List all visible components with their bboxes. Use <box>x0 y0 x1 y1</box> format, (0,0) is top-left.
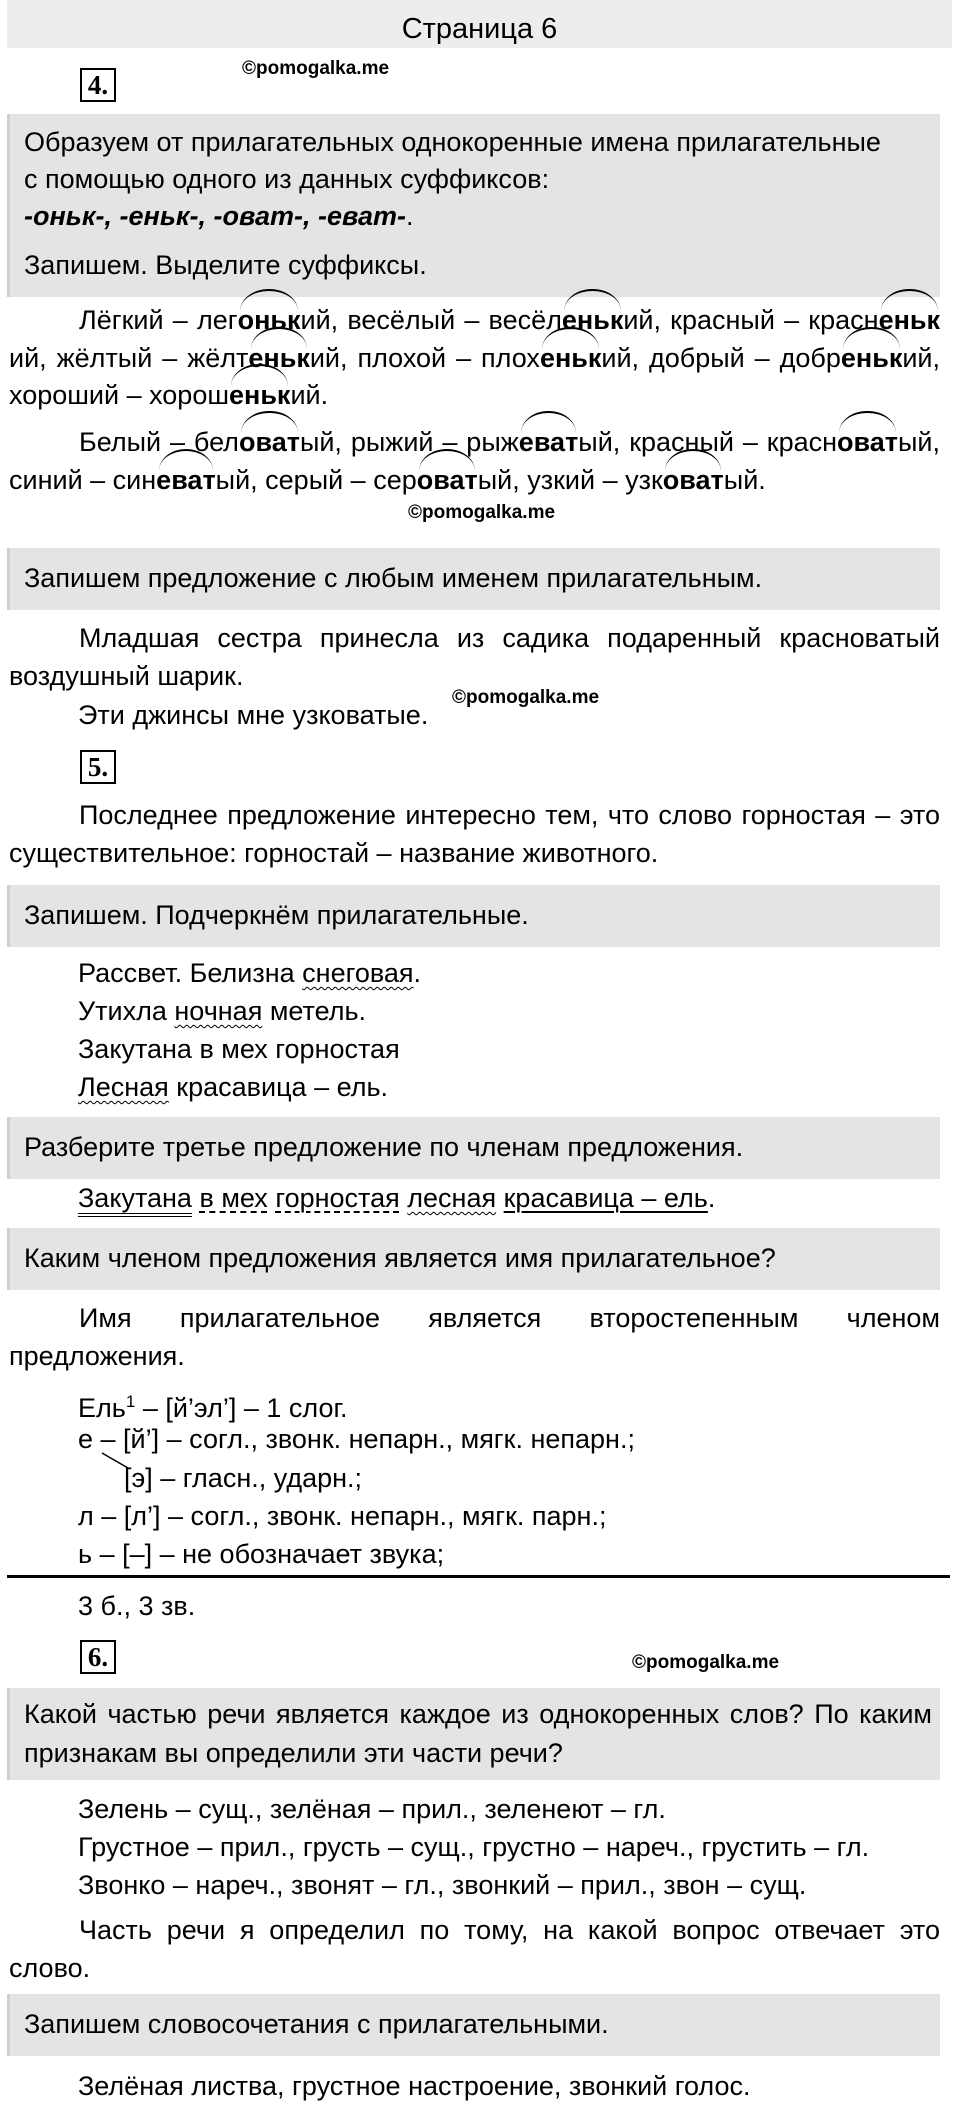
suffix-mark: еньк <box>879 302 940 340</box>
intro-paragraph: Последнее предложение интересно тем, что слово горностая – это существительное: горностай – название животного. <box>9 800 940 868</box>
poem-line: Утихла ночная метель. <box>78 996 367 1026</box>
object-mark: горностая <box>275 1183 400 1213</box>
task-number-6: 6. <box>80 1640 116 1674</box>
suffixes: -оньк-, -еньк-, -оват-, -еват- <box>24 201 406 231</box>
answer-paragraph: Белый – беловатый, рыжий – рыжеватый, красный – красноватый, синий – синеватый, серый – сероватый, узкий – узковатый. <box>9 424 940 499</box>
suffix-mark: еват <box>156 462 216 500</box>
watermark: ©pomogalka.me <box>632 1652 780 1673</box>
object-mark: в мех <box>199 1183 268 1213</box>
phonetic-line: [э] – гласн., ударн.; <box>124 1463 363 1493</box>
task5-prompt1: Запишем. Подчеркнём прилагательные. <box>7 885 940 947</box>
suffix-mark: еват <box>519 424 579 462</box>
final-phrases: Зелёная листва, грустное настроение, звонкий голос. <box>78 2071 751 2101</box>
attribute-mark: лесная <box>407 1183 497 1213</box>
task6-prompt1: Какой частью речи является каждое из однокоренных слов? По каким признакам вы определили эти части речи? <box>7 1688 940 1780</box>
example-sentence: Младшая сестра принесла из садика подаренный красноватый воздушный шарик. <box>9 623 940 691</box>
prompt-line: с помощью одного из данных суффиксов: <box>24 164 550 194</box>
example-sentence: Эти джинсы мне узковатые. <box>78 700 429 730</box>
phonetic-line: Ель$^1$ – [й’эл’] – 1 слог. <box>78 1392 348 1423</box>
part-of-speech-line: Грустное – прил., грусть – сущ., грустно – нареч., грустить – гл. <box>78 1832 870 1862</box>
suffix-mark: еньк <box>540 340 601 378</box>
task5-prompt2: Разберите третье предложение по членам предложения. <box>7 1117 940 1179</box>
task-number-4: 4. <box>80 68 116 102</box>
suffix-list <box>24 198 940 235</box>
suffix-mark: оват <box>239 424 300 462</box>
suffix-mark: оват <box>663 462 724 500</box>
prompt-line: Образуем от прилагательных однокоренные имена прилагательные <box>24 127 881 157</box>
answer-paragraph: Имя прилагательное является второстепенным членом предложения. <box>9 1303 940 1371</box>
adjective-underline: Лесная <box>78 1072 169 1102</box>
suffix-mark: оват <box>417 462 478 500</box>
phonetic-line: ь – [–] – не обозначает звука; <box>78 1539 445 1569</box>
answer-paragraph: Лёгкий – легонький, весёлый – весёленький, красный – красненький, жёлтый – жёлтенький, плохой – плохенький, добрый – добренький, хороший – хорошенький. <box>9 302 940 415</box>
period: . <box>405 201 414 231</box>
adjective-underline: ночная <box>174 996 263 1026</box>
suffix-mark: еньк <box>229 377 290 415</box>
part-of-speech-line: Звонко – нареч., звонят – гл., звонкий – прил., звон – сущ. <box>78 1870 807 1900</box>
task5-prompt3: Каким членом предложения является имя прилагательное? <box>7 1228 940 1290</box>
task6-prompt2: Запишем словосочетания с прилагательными. <box>7 1994 940 2056</box>
phonetic-line: л – [л’] – согл., звонк. непарн., мягк. парн.; <box>78 1501 607 1531</box>
task-number-5: 5. <box>80 750 116 784</box>
suffix-mark: еньк <box>562 302 623 340</box>
watermark: ©pomogalka.me <box>242 58 390 79</box>
suffix-mark: еньк <box>248 340 309 378</box>
suffix-mark: оват <box>837 424 898 462</box>
suffix-mark: оньк <box>238 302 301 340</box>
subject-mark: красавица – ель <box>503 1183 708 1213</box>
page-title: Страница 6 <box>7 0 952 48</box>
suffix-mark: еньк <box>841 340 902 378</box>
answer-paragraph: Часть речи я определил по тому, на какой вопрос отвечает это слово. <box>9 1915 940 1983</box>
poem-line: Лесная красавица – ель. <box>78 1072 389 1102</box>
phonetic-summary: 3 б., 3 зв. <box>78 1591 196 1621</box>
poem-line: Закутана в мех горностая <box>78 1034 400 1064</box>
part-of-speech-line: Зелень – сущ., зелёная – прил., зеленеют – гл. <box>78 1794 666 1824</box>
task4-prompt <box>7 114 940 297</box>
task4-prompt2: Запишем предложение с любым именем прилагательным. <box>7 548 940 610</box>
phonetic-line: е – [й’] – согл., звонк. непарн., мягк. непарн.; <box>78 1424 635 1454</box>
divider <box>7 1575 950 1578</box>
adjective-underline: снеговая <box>302 958 414 988</box>
watermark: ©pomogalka.me <box>408 502 556 523</box>
prompt-line: Запишем. Выделите суффиксы. <box>24 250 427 280</box>
sentence-parse: Закутана в мех горностая лесная красавица – ель. <box>78 1180 715 1217</box>
predicate-mark: Закутана <box>78 1183 192 1217</box>
poem-line: Рассвет. Белизна снеговая. <box>78 958 422 988</box>
watermark: ©pomogalka.me <box>452 687 600 708</box>
